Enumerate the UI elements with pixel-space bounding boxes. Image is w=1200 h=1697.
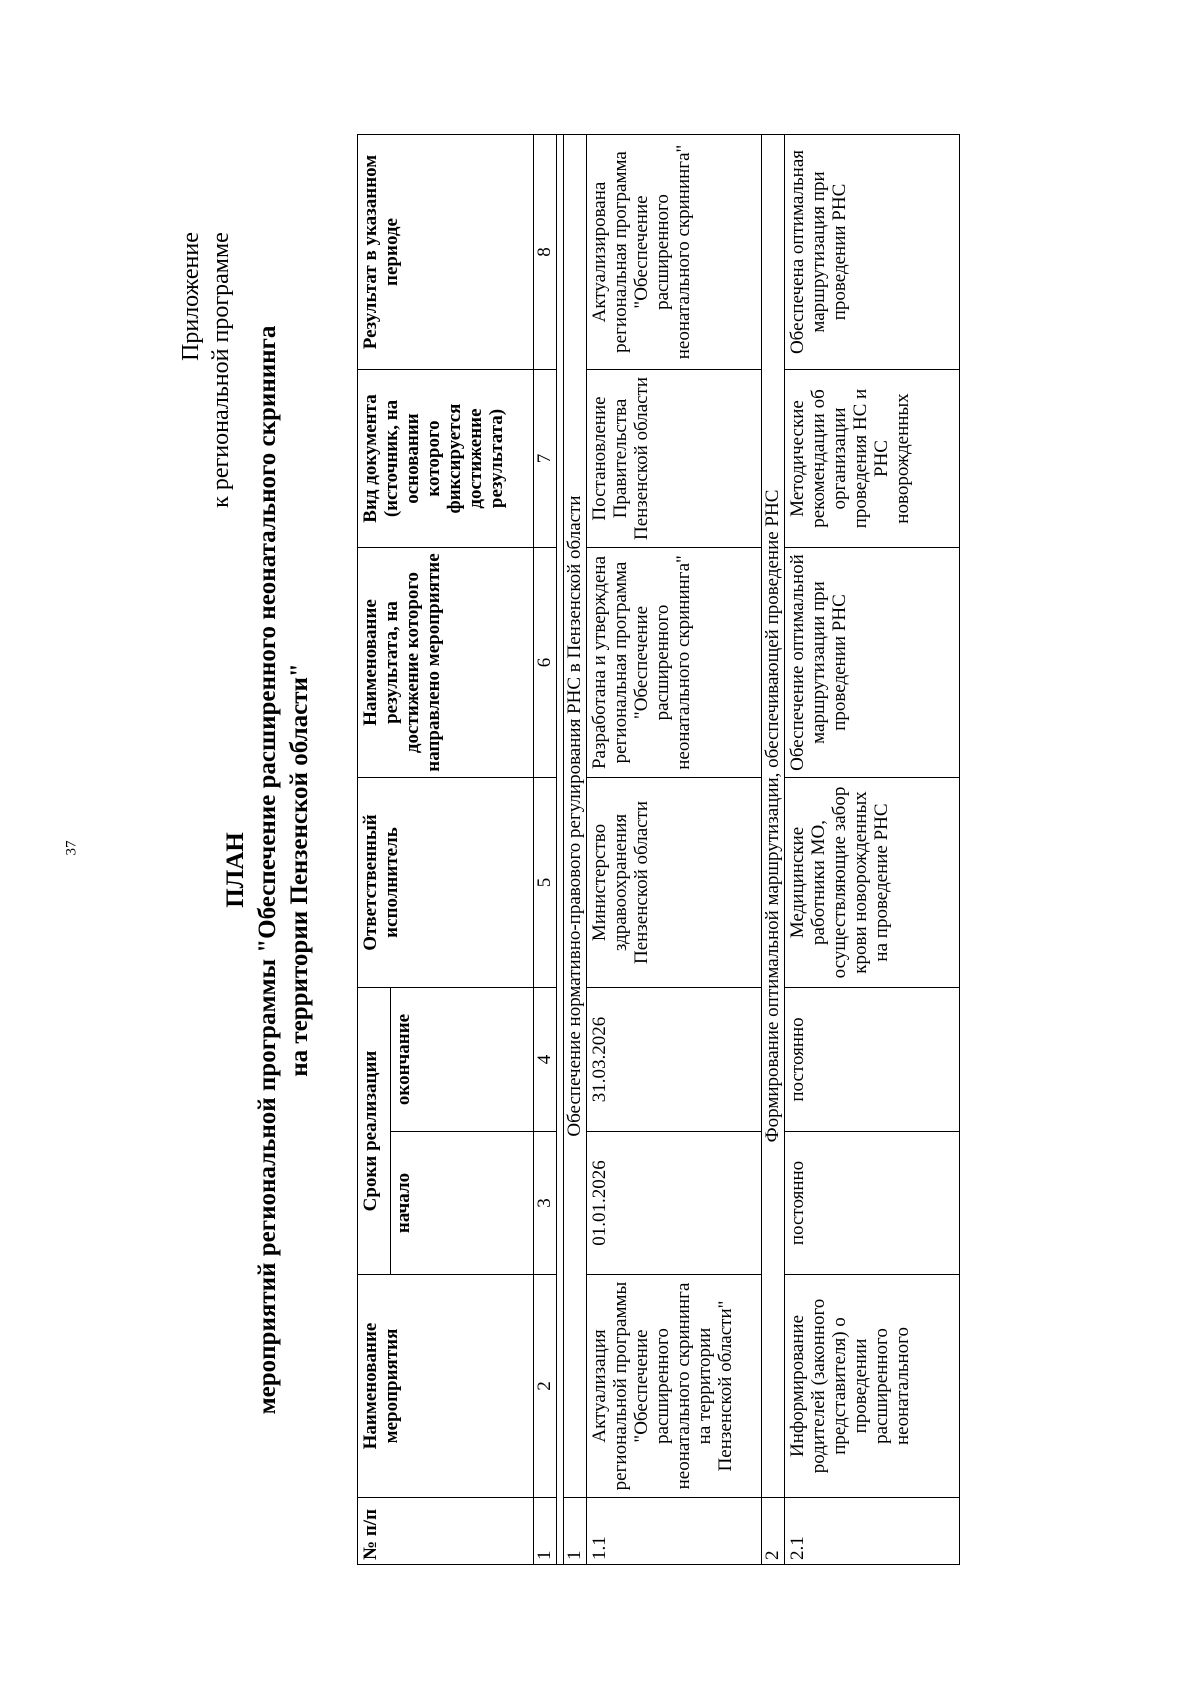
row-start: постоянно xyxy=(785,1132,960,1275)
colnum-1: 1 xyxy=(534,1498,557,1565)
header-name: Наименование мероприятия xyxy=(358,1275,534,1498)
row-end: 31.03.2026 xyxy=(587,988,762,1132)
section-num: 1 xyxy=(564,1498,587,1565)
table-row xyxy=(785,135,960,1565)
appendix-line-2: к региональной программе xyxy=(208,232,234,508)
plan-title xyxy=(220,326,316,1415)
header-end: окончание xyxy=(391,988,534,1132)
section-num: 2 xyxy=(762,1498,785,1565)
row-executor: Министерство здравоохранения Пензенской области xyxy=(587,778,762,988)
row-end: постоянно xyxy=(785,988,960,1132)
title-line-3: на территории Пензенской области" xyxy=(286,663,313,1077)
colnum-8: 8 xyxy=(534,135,557,370)
row-num: 2.1 xyxy=(785,1498,960,1565)
title-line-2: мероприятий региональной программы "Обеспечение расширенного неонатального скрининга xyxy=(254,325,281,1415)
section-title: Обеспечение нормативно-правового регулирования РНС в Пензенской области xyxy=(564,135,587,1498)
colnum-6: 6 xyxy=(534,548,557,778)
section-row-2 xyxy=(762,135,785,1565)
row-executor: Медицинские работники МО, осуществляющие забор крови новорожденных на проведение РНС xyxy=(785,778,960,988)
row-name: Актуализация региональной программы "Обеспечение расширенного неонатального скрининга на территории Пензенской области" xyxy=(587,1275,762,1498)
header-executor: Ответственный исполнитель xyxy=(358,778,534,988)
row-result: Обеспечена оптимальная маршрутизация при проведении РНС xyxy=(785,135,960,370)
header-terms: Сроки реализации xyxy=(358,988,391,1275)
header-num: № п/п xyxy=(358,1498,534,1565)
appendix-line-1: Приложение xyxy=(178,232,204,361)
section-row-1 xyxy=(564,135,587,1565)
row-num: 1.1 xyxy=(587,1498,762,1565)
row-doc-type: Постановление Правительства Пензенской области xyxy=(587,370,762,548)
colnum-5: 5 xyxy=(534,778,557,988)
plan-table-container xyxy=(357,135,962,1565)
section-title: Формирование оптимальной маршрутизации, обеспечивающей проведение РНС xyxy=(762,135,785,1498)
row-start: 01.01.2026 xyxy=(587,1132,762,1275)
title-line-1: ПЛАН xyxy=(222,832,249,908)
header-result-name: Наименование результата, на достижение которого направлено мероприятие xyxy=(358,548,534,778)
plan-table xyxy=(357,134,960,1565)
colnum-3: 3 xyxy=(534,1132,557,1275)
spacer-row xyxy=(557,135,564,1565)
table-row xyxy=(587,135,762,1565)
row-result-name: Разработана и утверждена региональная программа "Обеспечение расширенного неонатального скрининга" xyxy=(587,548,762,778)
column-numbers-row xyxy=(534,135,557,1565)
colnum-7: 7 xyxy=(534,370,557,548)
header-start: начало xyxy=(391,1132,534,1275)
row-doc-type: Методические рекомендации об организации проведения НС и РНС новорожденных xyxy=(785,370,960,548)
row-result: Актуализирована региональная программа "Обеспечение расширенного неонатального скрининга" xyxy=(587,135,762,370)
header-result: Результат в указанном периоде xyxy=(358,135,534,370)
row-name: Информирование родителей (законного представителя) о проведении расширенного неонатального xyxy=(785,1275,960,1498)
header-doc-type: Вид документа (источник, на основании которого фиксируется достижение результата) xyxy=(358,370,534,548)
page-number: 37 xyxy=(63,840,80,856)
row-result-name: Обеспечение оптимальной маршрутизации при проведении РНС xyxy=(785,548,960,778)
colnum-2: 2 xyxy=(534,1275,557,1498)
header-row-1 xyxy=(358,135,391,1565)
spacer-cell xyxy=(557,135,564,1565)
colnum-4: 4 xyxy=(534,988,557,1132)
